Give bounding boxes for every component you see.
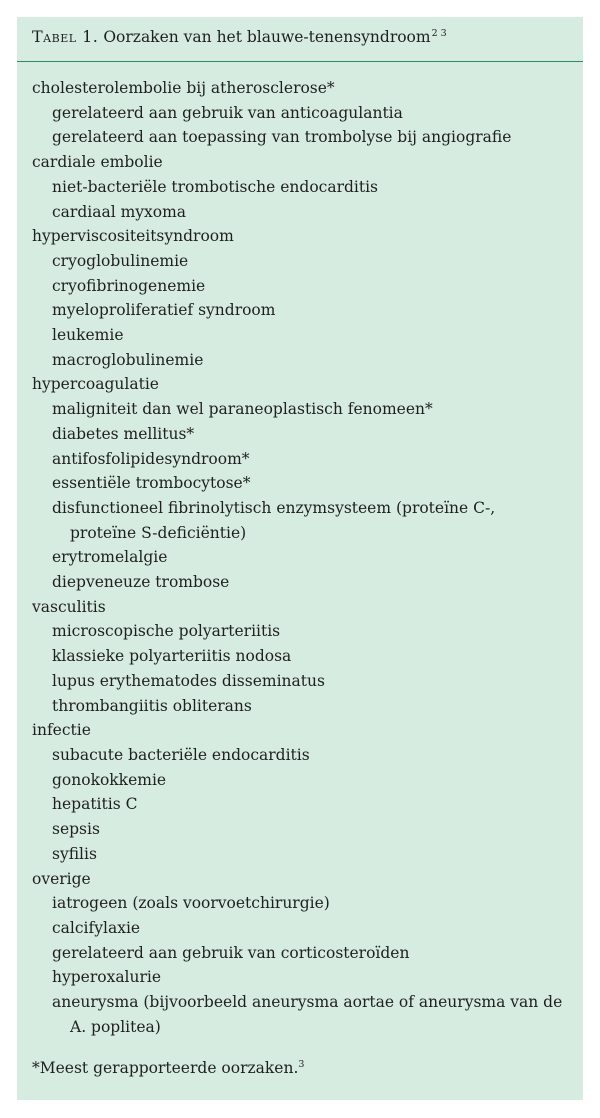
item-row: cryofibrinogenemie [52, 276, 206, 295]
table-footnote [32, 1059, 304, 1077]
continuation-row: proteïne S-deficiëntie) [70, 523, 247, 542]
item-row: myeloproliferatief syndroom [52, 301, 276, 320]
item-row: klassieke polyarteriitis nodosa [52, 647, 292, 666]
item-row: cryoglobulinemie [52, 251, 189, 270]
category-row: cardiale embolie [32, 153, 163, 172]
category-row: hyperviscositeitsyndroom [32, 227, 234, 246]
item-row: calcifylaxie [52, 918, 141, 937]
item-row: aneurysma (bijvoorbeeld aneurysma aortae of aneurysma van de [52, 993, 563, 1012]
item-row: essentiële trombocytose* [52, 474, 251, 493]
table-body [17, 62, 583, 1039]
continuation-row: A. poplitea) [70, 1017, 161, 1036]
item-row: diepveneuze trombose [52, 573, 230, 592]
table-title-refs: 2 3 [431, 28, 447, 39]
item-row: thrombangiitis obliterans [52, 696, 252, 715]
item-row: leukemie [52, 326, 124, 345]
item-row: diabetes mellitus* [52, 424, 195, 443]
table-label: Tabel 1. [32, 27, 99, 46]
item-row: macroglobulinemie [52, 350, 204, 369]
item-row: gerelateerd aan gebruik van corticosteroïden [52, 943, 410, 962]
item-row: subacute bacteriële endocarditis [52, 745, 310, 764]
item-row: sepsis [52, 820, 100, 839]
item-row: maligniteit dan wel paraneoplastisch fenomeen* [52, 400, 433, 419]
item-row: microscopische polyarteriitis [52, 622, 281, 641]
table-caption [17, 17, 583, 62]
item-row: hyperoxalurie [52, 968, 162, 987]
category-row: hypercoagulatie [32, 375, 159, 394]
category-row: cholesterolembolie bij atherosclerose* [32, 79, 335, 97]
item-row: lupus erythematodes disseminatus [52, 671, 325, 690]
item-row: niet-bacteriële trombotische endocarditis [52, 177, 379, 196]
footnote-text: *Meest gerapporteerde oorzaken. [32, 1059, 299, 1077]
table-title: Oorzaken van het blauwe-tenensyndroom [103, 28, 431, 46]
footnote-ref: 3 [298, 1059, 305, 1070]
item-row: hepatitis C [52, 795, 138, 814]
category-row: vasculitis [32, 597, 106, 616]
item-row: gerelateerd aan toepassing van trombolyse bij angiografie [52, 128, 512, 147]
item-row: erytromelalgie [52, 548, 168, 567]
category-row: infectie [32, 721, 91, 740]
item-row: iatrogeen (zoals voorvoetchirurgie) [52, 894, 330, 913]
item-row: syfilis [52, 844, 97, 863]
category-row: overige [32, 869, 91, 888]
table-panel [17, 17, 583, 1100]
item-row: antifosfolipidesyndroom* [52, 449, 250, 468]
item-row: gerelateerd aan gebruik van anticoagulantia [52, 103, 403, 122]
item-row: gonokokkemie [52, 770, 167, 789]
item-row: disfunctioneel fibrinolytisch enzymsysteem (proteïne C-, [52, 498, 496, 517]
item-row: cardiaal myxoma [52, 202, 187, 221]
